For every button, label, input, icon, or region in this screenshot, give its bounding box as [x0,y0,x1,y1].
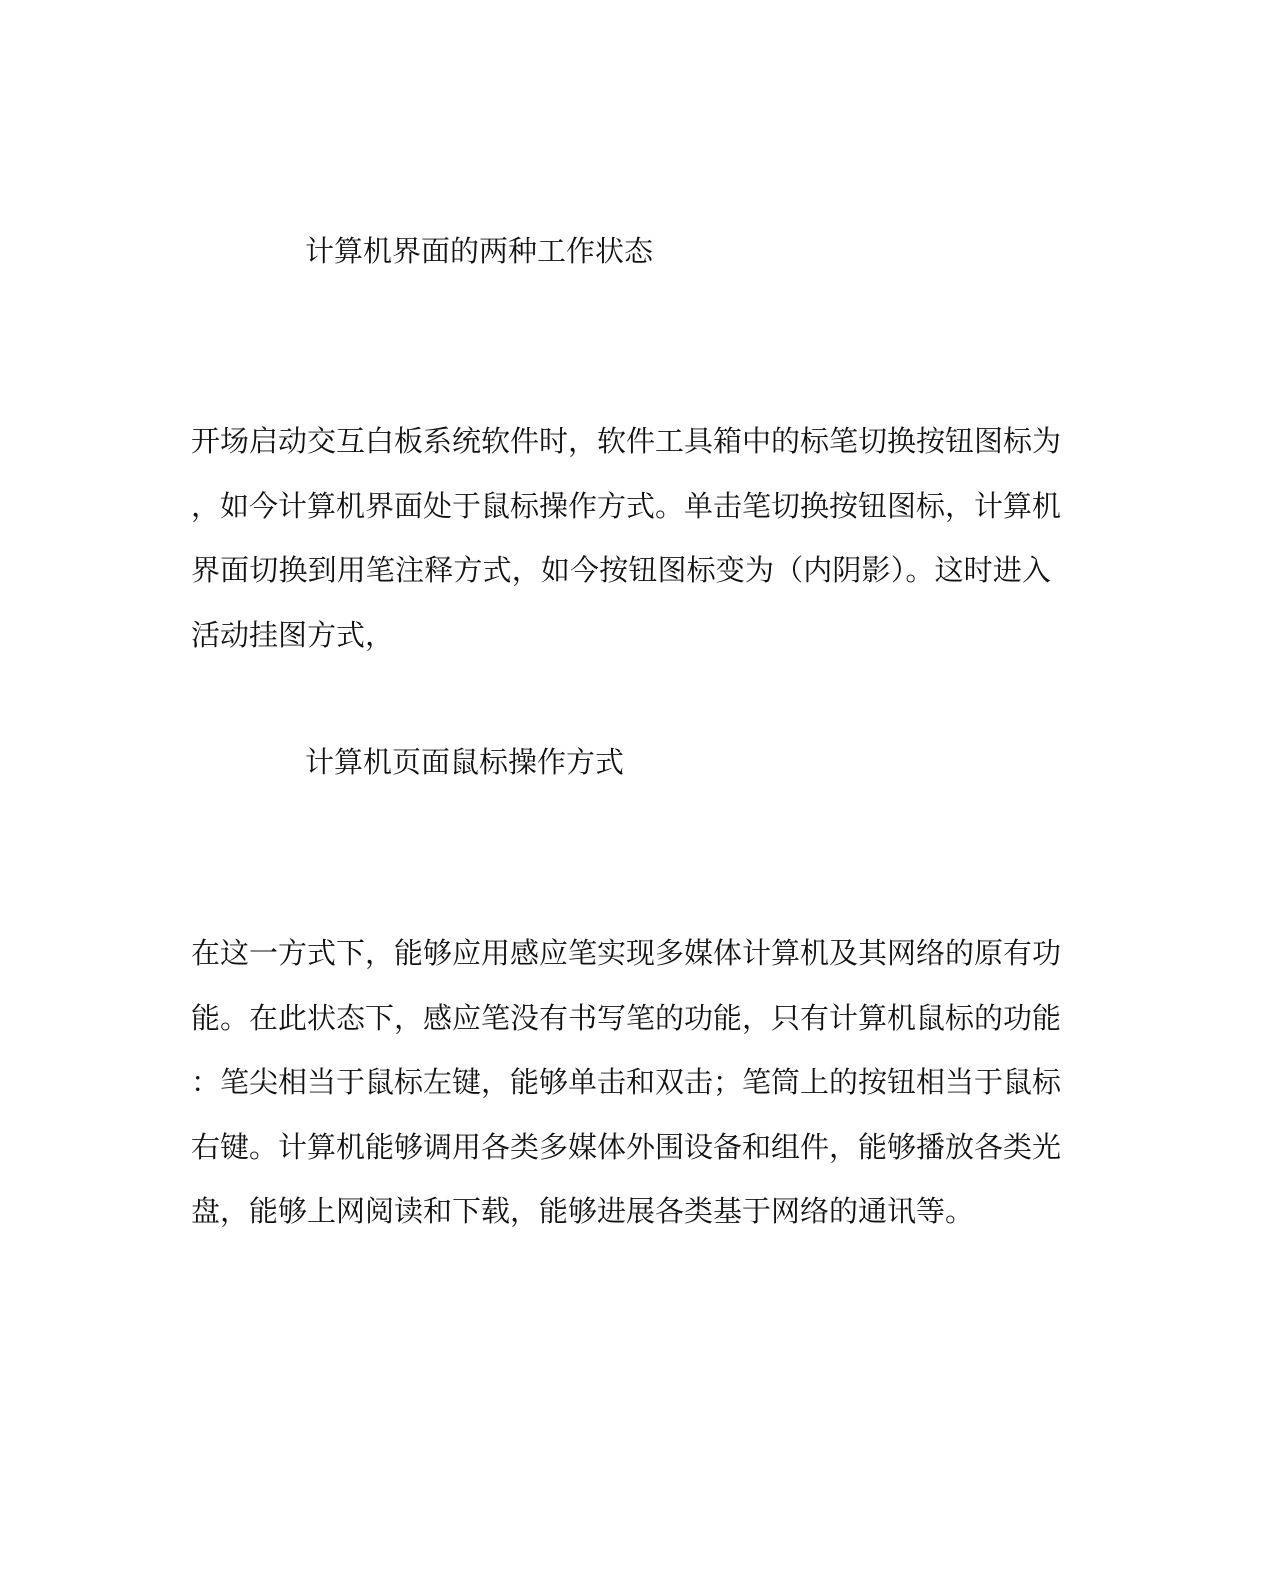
paragraph-line: 右键。计算机能够调用各类多媒体外围设备和组件，能够播放各类光 [191,1129,1062,1164]
paragraph-line: 界面切换到用笔注释方式，如今按钮图标变为（内阴影）。这时进入 [191,553,1051,587]
paragraph-line: 开场启动交互白板系统软件时，软件工具箱中的标笔切换按钮图标为 [191,424,1062,458]
paragraph-line: ，如今计算机界面处于鼠标操作方式。单击笔切换按钮图标，计算机 [191,488,1062,523]
paragraph-line: ：笔尖相当于鼠标左键，能够单击和双击；笔筒上的按钮相当于鼠标 [191,1065,1062,1099]
paragraph-line: 能。在此状态下，感应笔没有书写笔的功能，只有计算机鼠标的功能 [191,1000,1062,1035]
paragraph-line: 在这一方式下，能够应用感应笔实现多媒体计算机及其网络的原有功 [191,936,1062,970]
paragraph-line: 盘，能够上网阅读和下载，能够进展各类基于网络的通讯等。 [191,1194,975,1228]
paragraph-line: 活动挂图方式， [191,617,395,652]
section-heading-work-states: 计算机界面的两种工作状态 [305,234,654,268]
section-heading-mouse-mode: 计算机页面鼠标操作方式 [305,745,625,779]
paragraph-mouse-mode-description [191,921,1062,1244]
paragraph-startup-modes [191,409,1062,667]
